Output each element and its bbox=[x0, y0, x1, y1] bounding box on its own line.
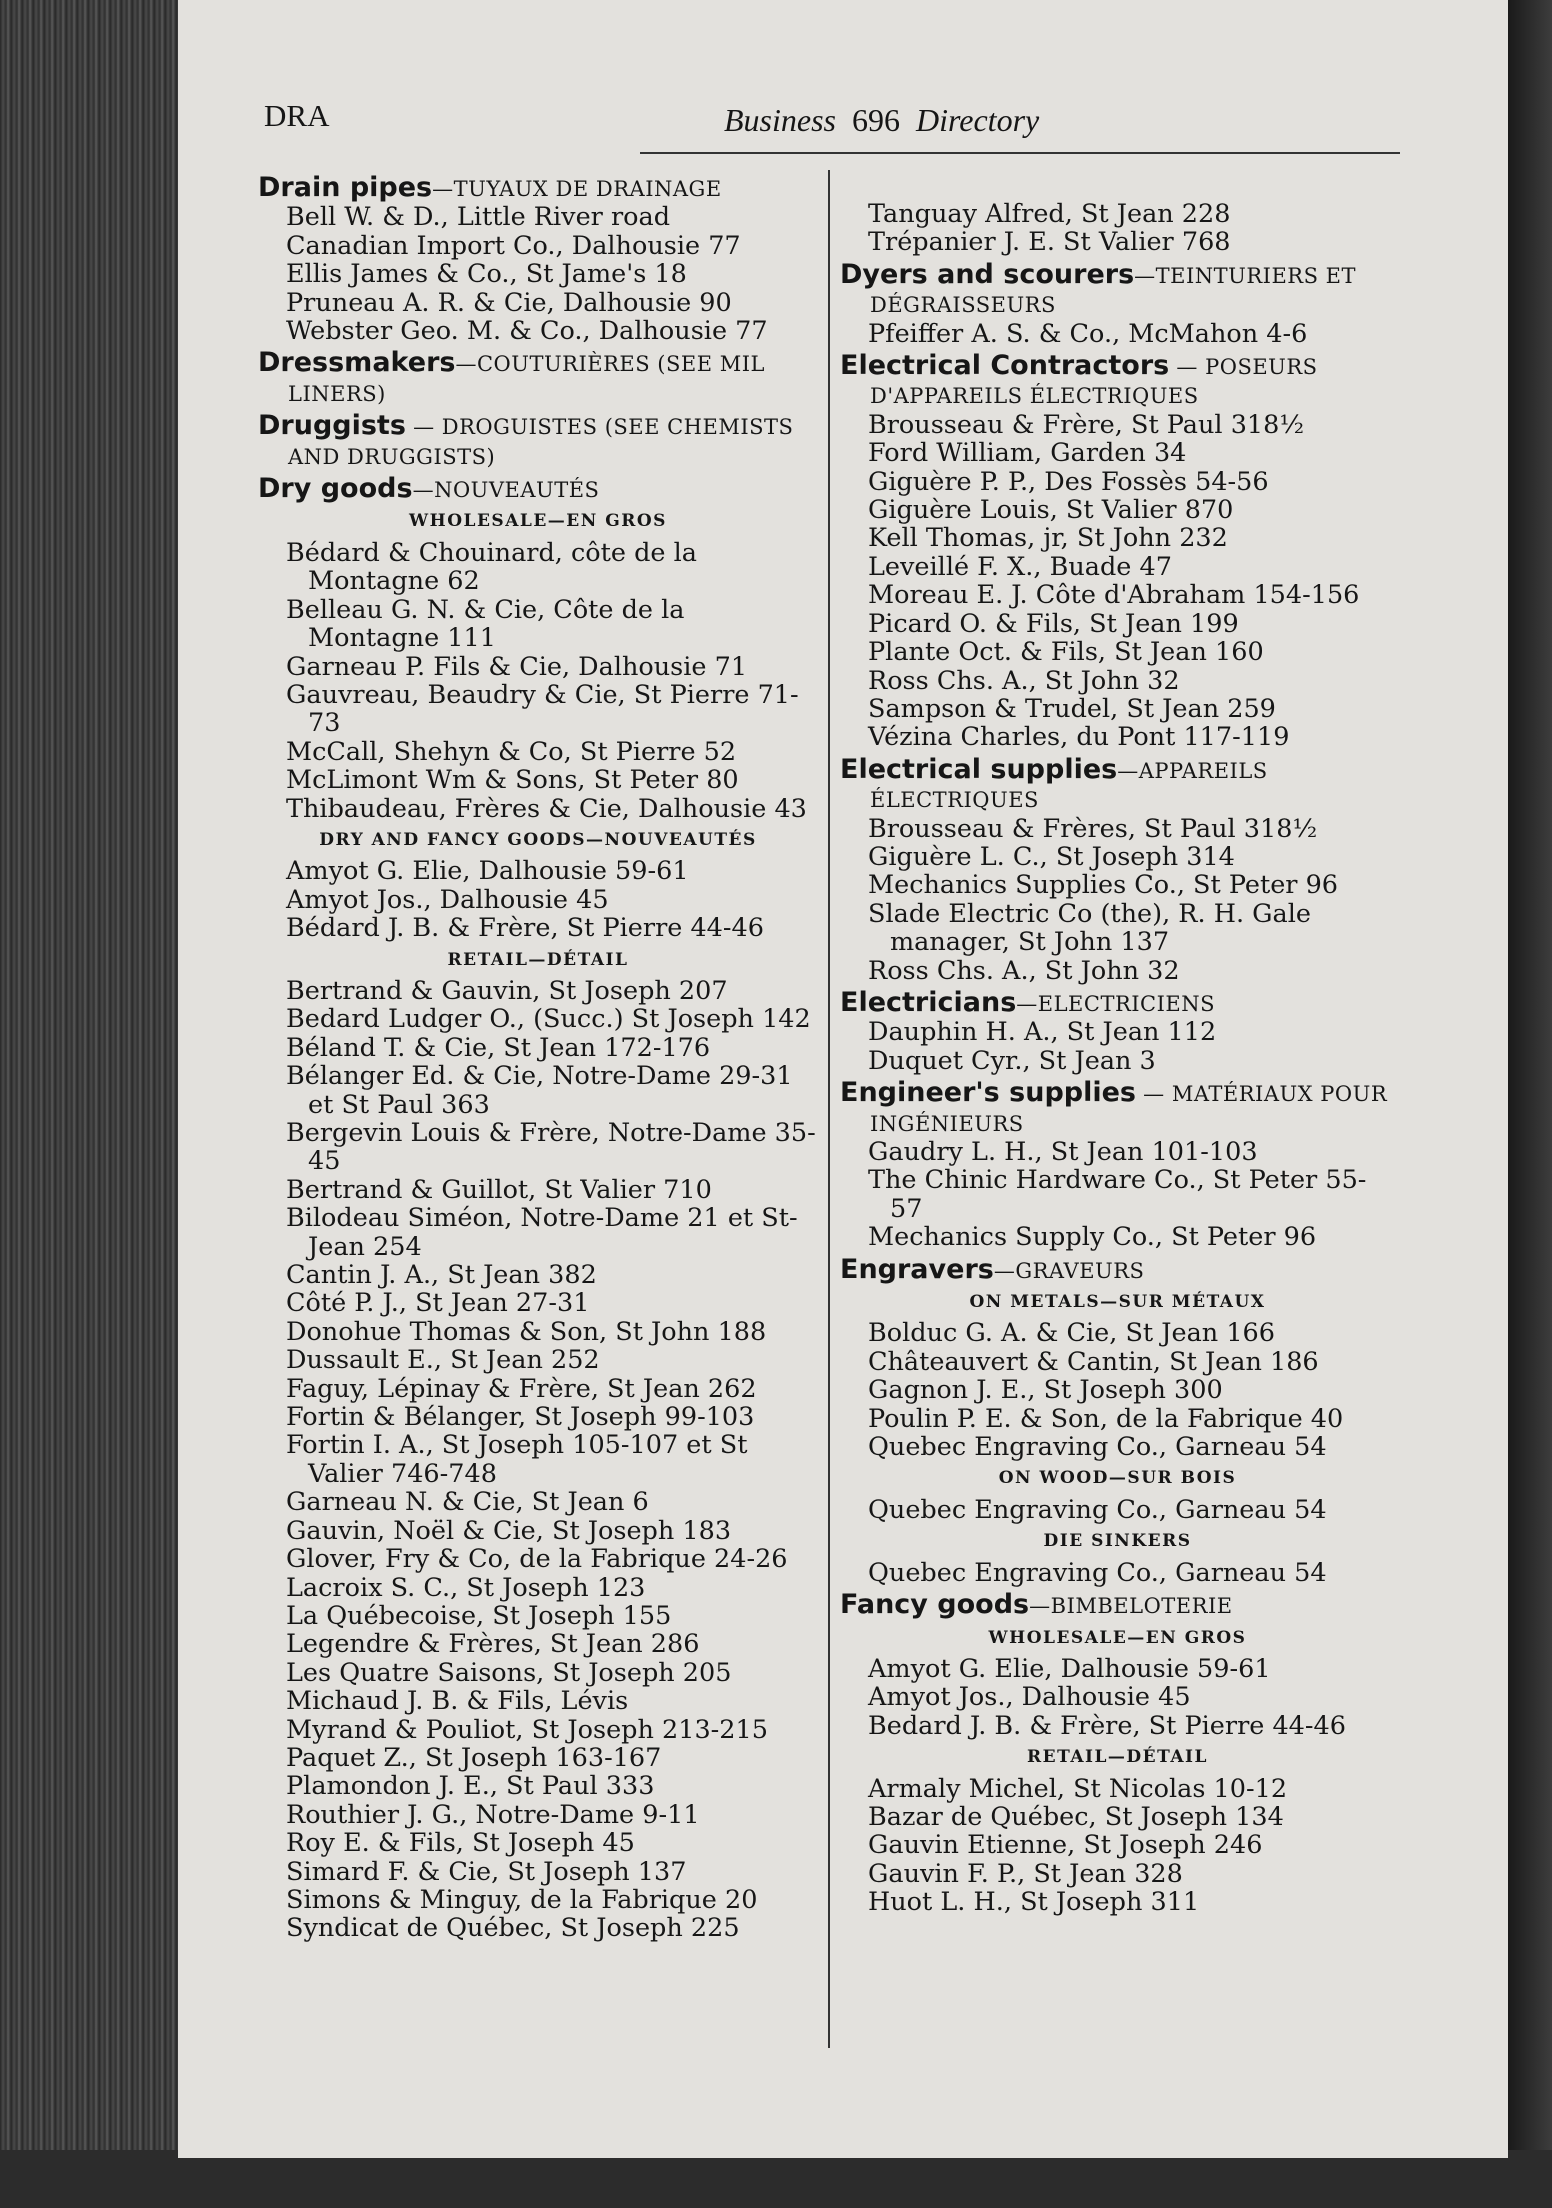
subheading: WHOLESALE—EN GROS bbox=[988, 1627, 1247, 1648]
directory-entry: Quebec Engraving Co., Garneau 54 bbox=[868, 1557, 1327, 1588]
directory-entry: Cantin J. A., St Jean 382 bbox=[286, 1260, 597, 1291]
directory-entry: Giguère P. P., Des Fossès 54-56 bbox=[868, 466, 1269, 497]
directory-entry: Duquet Cyr., St Jean 3 bbox=[868, 1045, 1156, 1076]
category-label: Engravers bbox=[840, 1253, 994, 1285]
directory-entry: Ross Chs. A., St John 32 bbox=[868, 955, 1180, 986]
directory-entry: Legendre & Frères, St Jean 286 bbox=[286, 1629, 700, 1660]
category-heading bbox=[840, 1079, 1395, 1138]
directory-entry: Côté P. J., St Jean 27-31 bbox=[286, 1288, 590, 1319]
category-heading bbox=[840, 1253, 1395, 1285]
category-label: Electrical supplies bbox=[840, 753, 1118, 785]
category-french-label: —TEINTURIERS ET DÉGRAISSEURS bbox=[870, 263, 1356, 318]
directory-entry: McLimont Wm & Sons, St Peter 80 bbox=[286, 765, 739, 796]
category-heading bbox=[258, 174, 818, 203]
category-french-label: —COUTURIÈRES (SEE MIL LINERS) bbox=[288, 352, 765, 406]
directory-entry: Simard F. & Cie, St Joseph 137 bbox=[286, 1856, 687, 1887]
directory-entry: Bazar de Québec, St Joseph 134 bbox=[868, 1801, 1284, 1832]
directory-entry: Lacroix S. C., St Joseph 123 bbox=[286, 1572, 646, 1603]
directory-entry: La Québecoise, St Joseph 155 bbox=[286, 1600, 672, 1631]
directory-entry: Bell W. & D., Little River road bbox=[286, 202, 671, 233]
directory-entry: Routhier J. G., Notre-Dame 9-11 bbox=[286, 1799, 700, 1830]
category-french-label: —APPAREILS ÉLECTRIQUES bbox=[870, 758, 1268, 813]
subheading: ON WOOD—SUR BOIS bbox=[998, 1468, 1237, 1489]
category-heading bbox=[258, 475, 818, 504]
directory-entry: Bolduc G. A. & Cie, St Jean 166 bbox=[868, 1318, 1275, 1349]
subheading: DRY AND FANCY GOODS—NOUVEAUTÉS bbox=[319, 829, 757, 850]
directory-entry: Quebec Engraving Co., Garneau 54 bbox=[868, 1494, 1327, 1525]
directory-entry: Huot L. H., St Joseph 311 bbox=[868, 1887, 1200, 1918]
book-page-edges bbox=[0, 0, 178, 2208]
directory-entry: Poulin P. E. & Son, de la Fabrique 40 bbox=[868, 1403, 1344, 1434]
directory-entry: Giguère Louis, St Valier 870 bbox=[868, 495, 1234, 526]
page-number: 696 bbox=[852, 102, 900, 138]
category-heading bbox=[258, 349, 818, 408]
directory-entry: Bédard J. B. & Frère, St Pierre 44-46 bbox=[286, 913, 764, 944]
directory-entry: Garneau N. & Cie, St Jean 6 bbox=[286, 1487, 649, 1518]
book-bottom-edge bbox=[0, 2150, 1552, 2208]
directory-entry: Roy E. & Fils, St Joseph 45 bbox=[286, 1828, 635, 1859]
category-french-label: —GRAVEURS bbox=[993, 1258, 1145, 1283]
next-page-edge bbox=[1508, 0, 1552, 2208]
directory-entry: Bedard Ludger O., (Succ.) St Joseph 142 bbox=[286, 1004, 811, 1035]
category-heading bbox=[840, 258, 1395, 320]
directory-entry: Gauvin F. P., St Jean 328 bbox=[868, 1858, 1183, 1889]
page-header bbox=[264, 98, 1404, 148]
directory-entry: Bédard & Chouinard, côte de la Montagne 62 bbox=[286, 537, 697, 597]
directory-entry: Kell Thomas, jr, St John 232 bbox=[868, 523, 1228, 554]
directory-entry: Quebec Engraving Co., Garneau 54 bbox=[868, 1432, 1327, 1463]
category-label: Engineer's supplies bbox=[840, 1077, 1136, 1109]
directory-entry: Webster Geo. M. & Co., Dalhousie 77 bbox=[286, 316, 768, 347]
directory-entry: Mechanics Supply Co., St Peter 96 bbox=[868, 1222, 1317, 1253]
directory-entry: Bertrand & Gauvin, St Joseph 207 bbox=[286, 975, 728, 1006]
directory-entry: Trépanier J. E. St Valier 768 bbox=[868, 227, 1231, 258]
category-label: Electricians bbox=[840, 986, 1017, 1018]
category-french-label: — POSEURS D'APPAREILS ÉLECTRIQUES bbox=[870, 355, 1318, 409]
directory-entry: Tanguay Alfred, St Jean 228 bbox=[868, 199, 1231, 229]
directory-entry: Amyot Jos., Dalhousie 45 bbox=[286, 884, 609, 915]
subheading: DIE SINKERS bbox=[1043, 1531, 1192, 1552]
directory-entry: Syndicat de Québec, St Joseph 225 bbox=[286, 1913, 740, 1944]
directory-entry: Picard O. & Fils, St Jean 199 bbox=[868, 608, 1239, 639]
category-label: Electrical Contractors bbox=[840, 350, 1170, 382]
directory-entry: Gauvin, Noël & Cie, St Joseph 183 bbox=[286, 1515, 732, 1546]
directory-entry: Béland T. & Cie, St Jean 172-176 bbox=[286, 1032, 711, 1063]
directory-entry: Bertrand & Guillot, St Valier 710 bbox=[286, 1174, 712, 1205]
directory-entry: Garneau P. Fils & Cie, Dalhousie 71 bbox=[286, 651, 748, 682]
directory-entry: Dauphin H. A., St Jean 112 bbox=[868, 1017, 1217, 1048]
directory-entry: Sampson & Trudel, St Jean 259 bbox=[868, 693, 1276, 724]
subheading: RETAIL—DÉTAIL bbox=[1027, 1747, 1208, 1768]
category-french-label: — MATÉRIAUX POUR INGÉNIEURS bbox=[870, 1082, 1388, 1136]
directory-entry: McCall, Shehyn & Co, St Pierre 52 bbox=[286, 736, 737, 767]
directory-entry: Faguy, Lépinay & Frère, St Jean 262 bbox=[286, 1373, 757, 1404]
category-french-label: — DROGUISTES (SEE CHEMISTS AND DRUGGISTS) bbox=[288, 415, 794, 469]
directory-entry: Canadian Import Co., Dalhousie 77 bbox=[286, 230, 741, 261]
directory-entry: Fortin & Bélanger, St Joseph 99-103 bbox=[286, 1402, 755, 1433]
directory-entry: Bélanger Ed. & Cie, Notre-Dame 29-31 et St Paul 363 bbox=[286, 1061, 793, 1120]
directory-entry: The Chinic Hardware Co., St Peter 55-57 bbox=[868, 1165, 1367, 1224]
directory-entry: Les Quatre Saisons, St Joseph 205 bbox=[286, 1657, 732, 1688]
category-label: Dyers and scourers bbox=[840, 258, 1135, 290]
directory-entry: Amyot G. Elie, Dalhousie 59-61 bbox=[868, 1653, 1271, 1684]
directory-entry: Vézina Charles, du Pont 117-119 bbox=[868, 722, 1290, 753]
category-heading bbox=[840, 753, 1395, 815]
directory-entry: Châteauvert & Cantin, St Jean 186 bbox=[868, 1346, 1319, 1377]
category-french-label: —TUYAUX DE DRAINAGE bbox=[432, 177, 722, 201]
directory-entry: Michaud J. B. & Fils, Lévis bbox=[286, 1686, 629, 1717]
directory-entry: Plante Oct. & Fils, St Jean 160 bbox=[868, 637, 1264, 668]
directory-entry: Ross Chs. A., St John 32 bbox=[868, 665, 1180, 696]
category-label: Druggists bbox=[258, 410, 406, 442]
left-column bbox=[258, 170, 818, 1943]
directory-entry: Belleau G. N. & Cie, Côte de la Montagne 111 bbox=[286, 594, 685, 654]
directory-entry: Plamondon J. E., St Paul 333 bbox=[286, 1771, 655, 1802]
header-right-word: Directory bbox=[916, 102, 1040, 138]
directory-entry: Glover, Fry & Co, de la Fabrique 24-26 bbox=[286, 1544, 788, 1575]
subheading: WHOLESALE—EN GROS bbox=[409, 511, 667, 532]
directory-entry: Bedard J. B. & Frère, St Pierre 44-46 bbox=[868, 1710, 1346, 1741]
category-label: Dressmakers bbox=[258, 347, 456, 379]
header-title bbox=[724, 102, 1039, 139]
directory-entry: Moreau E. J. Côte d'Abraham 154-156 bbox=[868, 580, 1360, 611]
category-heading bbox=[840, 1591, 1395, 1620]
directory-entry: Pruneau A. R. & Cie, Dalhousie 90 bbox=[286, 287, 732, 318]
directory-entry: Leveillé F. X., Buade 47 bbox=[868, 551, 1172, 582]
category-label: Fancy goods bbox=[840, 1589, 1030, 1621]
directory-entry: Gauvreau, Beaudry & Cie, St Pierre 71-73 bbox=[286, 679, 799, 739]
category-french-label: —ELECTRICIENS bbox=[1016, 991, 1216, 1016]
directory-entry: Brousseau & Frères, St Paul 318½ bbox=[868, 813, 1318, 844]
right-column bbox=[840, 200, 1395, 1917]
directory-entry: Brousseau & Frère, St Paul 318½ bbox=[868, 409, 1305, 440]
directory-entry: Armaly Michel, St Nicolas 10-12 bbox=[868, 1773, 1288, 1804]
directory-entry: Thibaudeau, Frères & Cie, Dalhousie 43 bbox=[286, 793, 807, 824]
category-heading bbox=[840, 352, 1395, 411]
header-rule bbox=[640, 152, 1400, 154]
directory-entry: Simons & Minguy, de la Fabrique 20 bbox=[286, 1884, 758, 1915]
directory-entry: Bergevin Louis & Frère, Notre-Dame 35-45 bbox=[286, 1118, 816, 1177]
directory-entry: Bilodeau Siméon, Notre-Dame 21 et St-Jean 254 bbox=[286, 1203, 798, 1262]
directory-entry: Mechanics Supplies Co., St Peter 96 bbox=[868, 870, 1339, 901]
directory-entry: Giguère L. C., St Joseph 314 bbox=[868, 841, 1235, 872]
directory-entry: Gagnon J. E., St Joseph 300 bbox=[868, 1375, 1223, 1406]
directory-entry: Amyot Jos., Dalhousie 45 bbox=[868, 1682, 1191, 1713]
directory-entry: Donohue Thomas & Son, St John 188 bbox=[286, 1316, 767, 1347]
category-label: Dry goods bbox=[258, 473, 413, 505]
subheading: ON METALS—SUR MÉTAUX bbox=[969, 1292, 1266, 1313]
header-key: DRA bbox=[264, 98, 330, 133]
directory-entry: Ford William, Garden 34 bbox=[868, 438, 1187, 469]
directory-entry: Gaudry L. H., St Jean 101-103 bbox=[868, 1137, 1258, 1167]
category-heading bbox=[258, 412, 818, 471]
subheading: RETAIL—DÉTAIL bbox=[447, 949, 629, 970]
directory-entry: Amyot G. Elie, Dalhousie 59-61 bbox=[286, 856, 689, 887]
directory-entry: Fortin I. A., St Joseph 105-107 et St Valier 746-748 bbox=[286, 1430, 748, 1489]
column-divider bbox=[828, 170, 830, 2048]
category-heading bbox=[840, 986, 1395, 1018]
header-left-word: Business bbox=[724, 102, 836, 138]
directory-entry: Dussault E., St Jean 252 bbox=[286, 1345, 600, 1376]
category-label: Drain pipes bbox=[258, 172, 433, 203]
directory-entry: Slade Electric Co (the), R. H. Gale manager, St John 137 bbox=[868, 898, 1311, 958]
directory-entry: Ellis James & Co., St Jame's 18 bbox=[286, 259, 687, 290]
directory-entry: Pfeiffer A. S. & Co., McMahon 4-6 bbox=[868, 318, 1308, 349]
category-french-label: —NOUVEAUTÉS bbox=[412, 478, 600, 503]
directory-entry: Myrand & Pouliot, St Joseph 213-215 bbox=[286, 1714, 768, 1745]
directory-entry: Paquet Z., St Joseph 163-167 bbox=[286, 1742, 662, 1773]
category-french-label: —BIMBELOTERIE bbox=[1029, 1594, 1233, 1619]
directory-entry: Gauvin Etienne, St Joseph 246 bbox=[868, 1830, 1263, 1861]
